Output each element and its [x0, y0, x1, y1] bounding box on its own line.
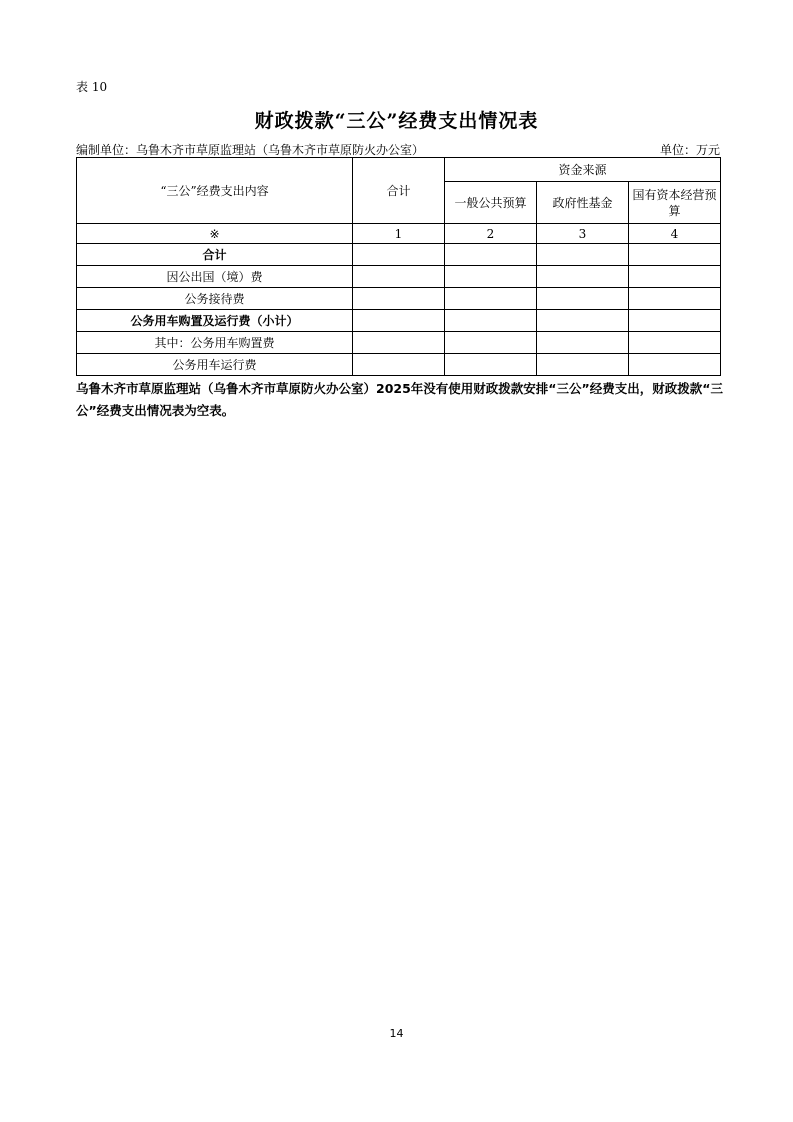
empty-cell — [629, 310, 721, 332]
empty-cell — [537, 244, 629, 266]
expense-table — [76, 157, 721, 376]
row-label: 其中：公务用车购置费 — [77, 332, 353, 354]
empty-cell — [353, 266, 445, 288]
table-header-row-1 — [77, 158, 721, 182]
header-gov-fund: 政府性基金 — [537, 182, 629, 224]
empty-cell — [353, 332, 445, 354]
table-row — [77, 288, 721, 310]
header-total: 合计 — [353, 158, 445, 224]
row-label: 公务用车运行费 — [77, 354, 353, 376]
page-number: 14 — [389, 1027, 404, 1040]
index-cell: 2 — [445, 224, 537, 244]
index-cell: 3 — [537, 224, 629, 244]
empty-cell — [537, 310, 629, 332]
empty-cell — [445, 266, 537, 288]
empty-cell — [445, 332, 537, 354]
page-label: 表 10 — [76, 80, 108, 94]
empty-cell — [353, 244, 445, 266]
header-general-budget: 一般公共预算 — [445, 182, 537, 224]
empty-cell — [537, 266, 629, 288]
empty-cell — [445, 310, 537, 332]
empty-cell — [537, 332, 629, 354]
empty-cell — [353, 310, 445, 332]
row-label: 合计 — [77, 244, 353, 266]
explanatory-note: 乌鲁木齐市草原监理站（乌鲁木齐市草原防火办公室）2025年没有使用财政拨款安排“三公”经费支出，财政拨款“三公”经费支出情况表为空表。 — [76, 381, 723, 418]
row-label: 公务用车购置及运行费（小计） — [77, 310, 353, 332]
empty-cell — [629, 354, 721, 376]
index-cell: 1 — [353, 224, 445, 244]
header-state-capital: 国有资本经营预算 — [629, 182, 721, 224]
table-row — [77, 310, 721, 332]
table-row — [77, 332, 721, 354]
empty-cell — [353, 288, 445, 310]
header-content: “三公”经费支出内容 — [77, 158, 353, 224]
money-unit: 单位：万元 — [659, 143, 720, 157]
index-row — [77, 224, 721, 244]
empty-cell — [445, 288, 537, 310]
empty-cell — [353, 354, 445, 376]
empty-cell — [629, 288, 721, 310]
compiling-unit: 编制单位：乌鲁木齐市草原监理站（乌鲁木齐市草原防火办公室） — [76, 143, 425, 157]
empty-cell — [445, 244, 537, 266]
empty-cell — [629, 332, 721, 354]
index-cell: ※ — [77, 224, 353, 244]
header-source: 资金来源 — [445, 158, 721, 182]
empty-cell — [629, 266, 721, 288]
empty-cell — [629, 244, 721, 266]
meta-row — [76, 141, 720, 158]
table-row — [77, 244, 721, 266]
document-title: 财政拨款“三公”经费支出情况表 — [254, 110, 539, 132]
row-label: 公务接待费 — [77, 288, 353, 310]
empty-cell — [445, 354, 537, 376]
row-label: 因公出国（境）费 — [77, 266, 353, 288]
empty-cell — [537, 354, 629, 376]
index-cell: 4 — [629, 224, 721, 244]
table-row — [77, 266, 721, 288]
table-row — [77, 354, 721, 376]
empty-cell — [537, 288, 629, 310]
